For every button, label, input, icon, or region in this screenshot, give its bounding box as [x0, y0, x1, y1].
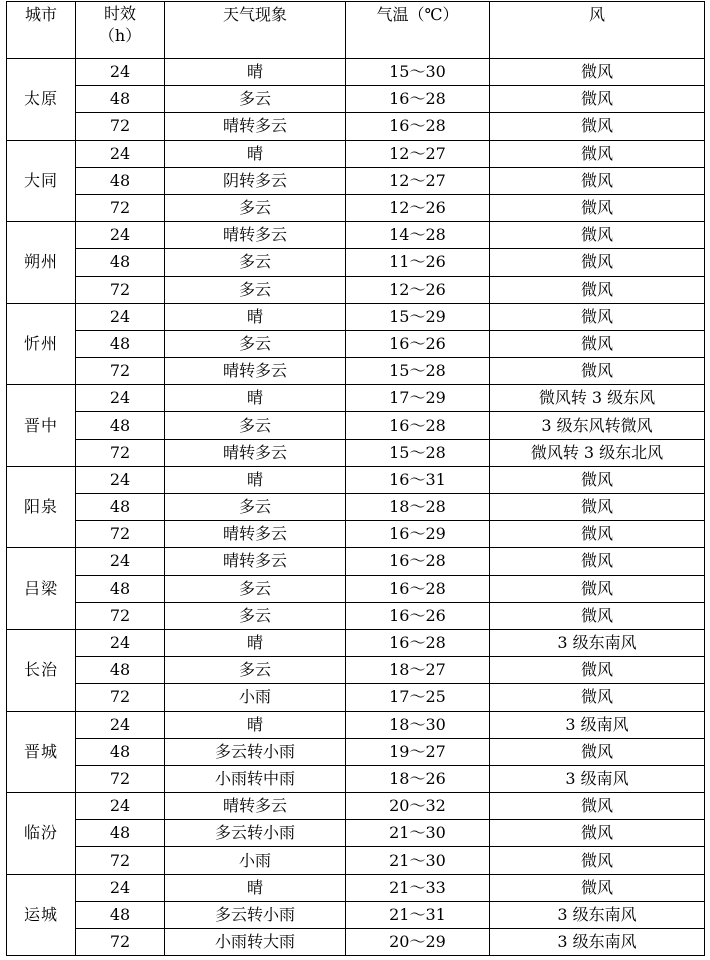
wind-cell: 微风 [490, 575, 705, 602]
temperature-cell: 12～26 [346, 194, 490, 221]
hours-cell: 24 [76, 793, 165, 820]
temperature-cell: 19～27 [346, 738, 490, 765]
wind-cell: 微风 [490, 847, 705, 874]
table-row [7, 412, 705, 439]
hours-cell: 24 [76, 303, 165, 330]
weather-cell: 晴转多云 [165, 222, 346, 249]
wind-cell: 微风 [490, 249, 705, 276]
wind-cell: 微风 [490, 684, 705, 711]
hours-cell: 24 [76, 59, 165, 86]
weather-cell: 阴转多云 [165, 167, 346, 194]
table-row [7, 684, 705, 711]
hours-cell: 48 [76, 657, 165, 684]
wind-cell: 微风 [490, 113, 705, 140]
wind-cell: 微风 [490, 738, 705, 765]
temperature-cell: 16～28 [346, 113, 490, 140]
wind-cell: 3 级东南风 [490, 929, 705, 956]
weather-cell: 晴 [165, 385, 346, 412]
table-row [7, 358, 705, 385]
weather-cell: 晴转多云 [165, 521, 346, 548]
hours-cell: 48 [76, 86, 165, 113]
weather-cell: 多云 [165, 276, 346, 303]
header-wind: 风 [490, 2, 705, 59]
hours-cell: 72 [76, 113, 165, 140]
temperature-cell: 16～28 [346, 412, 490, 439]
table-row [7, 439, 705, 466]
forecast-table [6, 1, 705, 956]
table-row [7, 793, 705, 820]
city-name-cell: 朔州 [7, 222, 76, 304]
table-row [7, 194, 705, 221]
wind-cell: 微风转 3 级东风 [490, 385, 705, 412]
hours-cell: 24 [76, 874, 165, 901]
weather-cell: 晴 [165, 466, 346, 493]
weather-cell: 晴 [165, 303, 346, 330]
hours-cell: 48 [76, 820, 165, 847]
temperature-cell: 12～26 [346, 276, 490, 303]
temperature-cell: 16～28 [346, 548, 490, 575]
header-hours [76, 2, 165, 59]
wind-cell: 微风 [490, 86, 705, 113]
wind-cell: 微风 [490, 602, 705, 629]
table-row [7, 874, 705, 901]
table-header [7, 2, 705, 59]
city-name-cell: 晋城 [7, 711, 76, 793]
temperature-cell: 15～28 [346, 439, 490, 466]
weather-cell: 多云转小雨 [165, 901, 346, 928]
table-row [7, 59, 705, 86]
weather-cell: 多云 [165, 602, 346, 629]
header-city: 城市 [7, 2, 76, 59]
temperature-cell: 20～29 [346, 929, 490, 956]
hours-cell: 72 [76, 521, 165, 548]
table-row [7, 847, 705, 874]
hours-cell: 48 [76, 575, 165, 602]
hours-cell: 24 [76, 548, 165, 575]
temperature-cell: 12～27 [346, 167, 490, 194]
hours-cell: 24 [76, 140, 165, 167]
weather-cell: 晴转多云 [165, 439, 346, 466]
hours-cell: 48 [76, 167, 165, 194]
city-name-cell: 运城 [7, 874, 76, 956]
temperature-cell: 21～31 [346, 901, 490, 928]
city-name-cell: 忻州 [7, 303, 76, 385]
temperature-cell: 18～26 [346, 765, 490, 792]
wind-cell: 微风 [490, 140, 705, 167]
table-row [7, 629, 705, 656]
wind-cell: 微风 [490, 59, 705, 86]
temperature-cell: 16～28 [346, 86, 490, 113]
hours-cell: 72 [76, 765, 165, 792]
hours-cell: 24 [76, 385, 165, 412]
weather-cell: 晴 [165, 59, 346, 86]
temperature-cell: 17～29 [346, 385, 490, 412]
temperature-cell: 15～29 [346, 303, 490, 330]
wind-cell: 3 级南风 [490, 765, 705, 792]
hours-cell: 24 [76, 466, 165, 493]
hours-cell: 72 [76, 929, 165, 956]
header-hours-line2: （h） [98, 26, 142, 45]
hours-cell: 72 [76, 276, 165, 303]
table-row [7, 167, 705, 194]
city-name-cell: 晋中 [7, 385, 76, 467]
hours-cell: 72 [76, 847, 165, 874]
weather-cell: 晴 [165, 711, 346, 738]
hours-cell: 48 [76, 330, 165, 357]
table-body [7, 59, 705, 956]
city-name-cell: 临汾 [7, 793, 76, 875]
city-name-cell: 阳泉 [7, 466, 76, 548]
table-row [7, 820, 705, 847]
hours-cell: 24 [76, 222, 165, 249]
hours-cell: 48 [76, 494, 165, 521]
weather-cell: 多云 [165, 86, 346, 113]
hours-cell: 24 [76, 711, 165, 738]
wind-cell: 微风 [490, 793, 705, 820]
weather-cell: 小雨 [165, 847, 346, 874]
table-row [7, 466, 705, 493]
table-row [7, 276, 705, 303]
temperature-cell: 16～29 [346, 521, 490, 548]
weather-cell: 晴转多云 [165, 548, 346, 575]
table-row [7, 929, 705, 956]
hours-cell: 48 [76, 412, 165, 439]
table-row [7, 303, 705, 330]
city-name-cell: 大同 [7, 140, 76, 222]
wind-cell: 微风 [490, 358, 705, 385]
wind-cell: 微风 [490, 657, 705, 684]
wind-cell: 微风 [490, 466, 705, 493]
weather-cell: 晴 [165, 629, 346, 656]
wind-cell: 微风 [490, 548, 705, 575]
wind-cell: 3 级东南风 [490, 901, 705, 928]
temperature-cell: 16～26 [346, 602, 490, 629]
weather-cell: 多云 [165, 194, 346, 221]
table-row [7, 711, 705, 738]
temperature-cell: 16～28 [346, 629, 490, 656]
wind-cell: 微风 [490, 330, 705, 357]
temperature-cell: 18～30 [346, 711, 490, 738]
wind-cell: 微风 [490, 222, 705, 249]
wind-cell: 微风转 3 级东北风 [490, 439, 705, 466]
weather-cell: 小雨转中雨 [165, 765, 346, 792]
weather-cell: 小雨 [165, 684, 346, 711]
wind-cell: 微风 [490, 874, 705, 901]
header-weather: 天气现象 [165, 2, 346, 59]
temperature-cell: 12～27 [346, 140, 490, 167]
temperature-cell: 16～28 [346, 575, 490, 602]
city-name-cell: 吕梁 [7, 548, 76, 630]
hours-cell: 72 [76, 439, 165, 466]
table-row [7, 494, 705, 521]
table-row [7, 86, 705, 113]
wind-cell: 微风 [490, 494, 705, 521]
wind-cell: 微风 [490, 167, 705, 194]
temperature-cell: 14～28 [346, 222, 490, 249]
table-row [7, 385, 705, 412]
temperature-cell: 11～26 [346, 249, 490, 276]
weather-cell: 多云 [165, 249, 346, 276]
weather-cell: 晴 [165, 140, 346, 167]
table-row [7, 521, 705, 548]
table-row [7, 765, 705, 792]
table-row [7, 602, 705, 629]
temperature-cell: 18～28 [346, 494, 490, 521]
weather-cell: 多云 [165, 330, 346, 357]
hours-cell: 72 [76, 684, 165, 711]
temperature-cell: 15～30 [346, 59, 490, 86]
header-temperature: 气温（℃） [346, 2, 490, 59]
temperature-cell: 21～30 [346, 847, 490, 874]
wind-cell: 微风 [490, 521, 705, 548]
temperature-cell: 18～27 [346, 657, 490, 684]
weather-cell: 多云转小雨 [165, 820, 346, 847]
table-row [7, 738, 705, 765]
table-row [7, 113, 705, 140]
hours-cell: 72 [76, 358, 165, 385]
wind-cell: 微风 [490, 820, 705, 847]
weather-cell: 晴 [165, 874, 346, 901]
temperature-cell: 16～31 [346, 466, 490, 493]
wind-cell: 3 级东南风 [490, 629, 705, 656]
temperature-cell: 15～28 [346, 358, 490, 385]
weather-cell: 多云 [165, 494, 346, 521]
weather-cell: 多云转小雨 [165, 738, 346, 765]
hours-cell: 72 [76, 602, 165, 629]
table-row [7, 222, 705, 249]
weather-cell: 晴转多云 [165, 793, 346, 820]
temperature-cell: 16～26 [346, 330, 490, 357]
city-name-cell: 太原 [7, 59, 76, 141]
weather-cell: 小雨转大雨 [165, 929, 346, 956]
hours-cell: 48 [76, 249, 165, 276]
city-name-cell: 长治 [7, 629, 76, 711]
hours-cell: 48 [76, 738, 165, 765]
table-row [7, 330, 705, 357]
temperature-cell: 21～33 [346, 874, 490, 901]
header-hours-line1: 时效 [103, 4, 136, 23]
header-row [7, 2, 705, 59]
table-row [7, 249, 705, 276]
wind-cell: 3 级南风 [490, 711, 705, 738]
weather-cell: 多云 [165, 657, 346, 684]
hours-cell: 72 [76, 194, 165, 221]
weather-cell: 晴转多云 [165, 113, 346, 140]
table-row [7, 140, 705, 167]
table-row [7, 548, 705, 575]
table-row [7, 575, 705, 602]
table-row [7, 901, 705, 928]
hours-cell: 48 [76, 901, 165, 928]
weather-cell: 晴转多云 [165, 358, 346, 385]
temperature-cell: 20～32 [346, 793, 490, 820]
temperature-cell: 17～25 [346, 684, 490, 711]
weather-cell: 多云 [165, 412, 346, 439]
wind-cell: 3 级东风转微风 [490, 412, 705, 439]
temperature-cell: 21～30 [346, 820, 490, 847]
wind-cell: 微风 [490, 276, 705, 303]
hours-cell: 24 [76, 629, 165, 656]
weather-cell: 多云 [165, 575, 346, 602]
wind-cell: 微风 [490, 194, 705, 221]
wind-cell: 微风 [490, 303, 705, 330]
table-row [7, 657, 705, 684]
